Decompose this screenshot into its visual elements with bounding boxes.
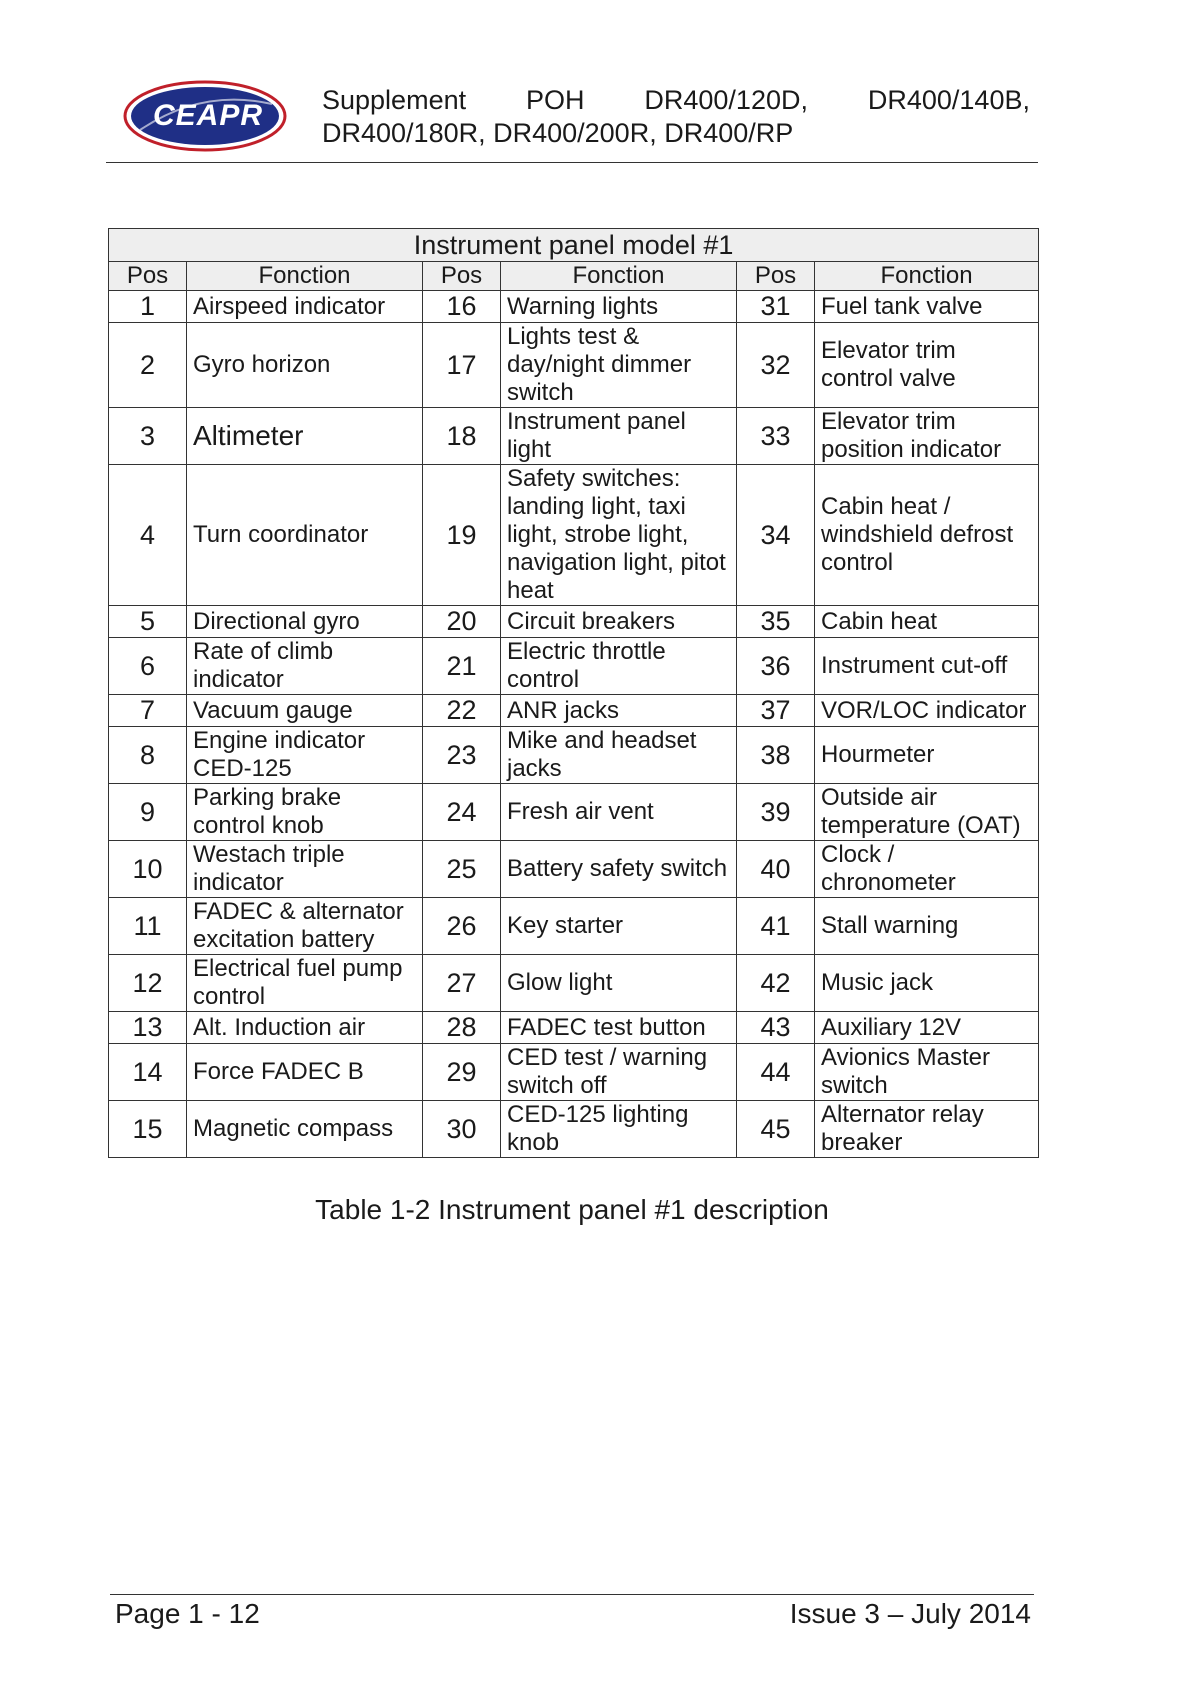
instrument-panel-table <box>108 228 1039 1158</box>
position-number-cell: 17 <box>423 323 501 408</box>
function-cell: Electric throttle control <box>501 638 737 695</box>
position-number-cell: 19 <box>423 465 501 606</box>
table-body <box>109 291 1039 1158</box>
position-number-cell: 37 <box>737 695 815 727</box>
table-row <box>109 465 1039 606</box>
logo-text: CEAPR <box>152 99 264 132</box>
function-cell: Engine indicator CED-125 <box>187 727 423 784</box>
function-cell: Alt. Induction air <box>187 1012 423 1044</box>
function-cell: Directional gyro <box>187 606 423 638</box>
function-cell: FADEC & alternator excitation battery <box>187 898 423 955</box>
position-number-cell: 22 <box>423 695 501 727</box>
position-number-cell: 33 <box>737 408 815 465</box>
function-cell: Safety switches: landing light, taxi light, strobe light, navigation light, pitot heat <box>501 465 737 606</box>
function-cell: Turn coordinator <box>187 465 423 606</box>
header-title-line1 <box>322 84 1030 117</box>
function-cell: ANR jacks <box>501 695 737 727</box>
function-cell: Lights test & day/night dimmer switch <box>501 323 737 408</box>
function-cell: Auxiliary 12V <box>815 1012 1039 1044</box>
position-number-cell: 15 <box>109 1101 187 1158</box>
table-row <box>109 898 1039 955</box>
position-number-cell: 7 <box>109 695 187 727</box>
position-number-cell: 43 <box>737 1012 815 1044</box>
function-cell: Magnetic compass <box>187 1101 423 1158</box>
page-number: Page 1 - 12 <box>115 1598 260 1629</box>
table-row <box>109 408 1039 465</box>
position-number-cell: 32 <box>737 323 815 408</box>
position-number-cell: 24 <box>423 784 501 841</box>
function-cell: Fresh air vent <box>501 784 737 841</box>
table-row <box>109 784 1039 841</box>
position-number-cell: 4 <box>109 465 187 606</box>
table-row <box>109 727 1039 784</box>
function-cell: Elevator trim control valve <box>815 323 1039 408</box>
function-cell: CED-125 lighting knob <box>501 1101 737 1158</box>
function-cell: Glow light <box>501 955 737 1012</box>
table-row <box>109 1101 1039 1158</box>
table-row <box>109 695 1039 727</box>
function-cell: Vacuum gauge <box>187 695 423 727</box>
function-cell: Cabin heat / windshield defrost control <box>815 465 1039 606</box>
position-number-cell: 13 <box>109 1012 187 1044</box>
position-number-cell: 26 <box>423 898 501 955</box>
position-number-cell: 11 <box>109 898 187 955</box>
position-number-cell: 3 <box>109 408 187 465</box>
table-row <box>109 955 1039 1012</box>
ceapr-logo <box>122 78 288 154</box>
position-number-cell: 45 <box>737 1101 815 1158</box>
function-cell: Outside air temperature (OAT) <box>815 784 1039 841</box>
header-title-line2: DR400/180R, DR400/200R, DR400/RP <box>322 118 794 148</box>
function-cell: Cabin heat <box>815 606 1039 638</box>
table-caption: Table 1-2 Instrument panel #1 description <box>315 1194 829 1225</box>
function-cell: Fuel tank valve <box>815 291 1039 323</box>
table-row <box>109 291 1039 323</box>
function-cell: Key starter <box>501 898 737 955</box>
position-number-cell: 30 <box>423 1101 501 1158</box>
position-number-cell: 38 <box>737 727 815 784</box>
position-number-cell: 21 <box>423 638 501 695</box>
function-cell: Alternator relay breaker <box>815 1101 1039 1158</box>
issue-date: Issue 3 – July 2014 <box>789 1598 1031 1629</box>
position-number-cell: 41 <box>737 898 815 955</box>
footer-divider <box>110 1594 1034 1595</box>
table-row <box>109 638 1039 695</box>
function-cell: Warning lights <box>501 291 737 323</box>
function-cell: Force FADEC B <box>187 1044 423 1101</box>
function-cell: Westach triple indicator <box>187 841 423 898</box>
position-number-cell: 12 <box>109 955 187 1012</box>
function-cell: Mike and headset jacks <box>501 727 737 784</box>
header-word: POH <box>525 85 585 115</box>
position-number-cell: 18 <box>423 408 501 465</box>
function-cell: VOR/LOC indicator <box>815 695 1039 727</box>
position-number-cell: 28 <box>423 1012 501 1044</box>
column-header-pos: Pos <box>423 262 501 291</box>
position-number-cell: 5 <box>109 606 187 638</box>
table-row <box>109 1044 1039 1101</box>
table-row <box>109 1012 1039 1044</box>
function-cell: Rate of climb indicator <box>187 638 423 695</box>
column-header-fonction: Fonction <box>187 262 423 291</box>
position-number-cell: 34 <box>737 465 815 606</box>
function-cell: Music jack <box>815 955 1039 1012</box>
position-number-cell: 16 <box>423 291 501 323</box>
header-divider <box>106 162 1038 163</box>
function-cell: Airspeed indicator <box>187 291 423 323</box>
position-number-cell: 35 <box>737 606 815 638</box>
position-number-cell: 39 <box>737 784 815 841</box>
function-cell: Instrument cut-off <box>815 638 1039 695</box>
document-header-title <box>322 84 1030 150</box>
table-row <box>109 841 1039 898</box>
table-row <box>109 606 1039 638</box>
position-number-cell: 14 <box>109 1044 187 1101</box>
function-cell: CED test / warning switch off <box>501 1044 737 1101</box>
header-word: Supplement <box>322 85 467 115</box>
position-number-cell: 1 <box>109 291 187 323</box>
position-number-cell: 6 <box>109 638 187 695</box>
header-word: DR400/120D, <box>644 85 808 115</box>
position-number-cell: 23 <box>423 727 501 784</box>
function-cell: Elevator trim position indicator <box>815 408 1039 465</box>
function-cell: Battery safety switch <box>501 841 737 898</box>
column-header-pos: Pos <box>109 262 187 291</box>
table-header-row <box>109 262 1039 291</box>
position-number-cell: 27 <box>423 955 501 1012</box>
table-row <box>109 323 1039 408</box>
function-cell: Electrical fuel pump control <box>187 955 423 1012</box>
function-cell: Instrument panel light <box>501 408 737 465</box>
function-cell: Stall warning <box>815 898 1039 955</box>
position-number-cell: 31 <box>737 291 815 323</box>
position-number-cell: 8 <box>109 727 187 784</box>
position-number-cell: 9 <box>109 784 187 841</box>
position-number-cell: 40 <box>737 841 815 898</box>
table-title: Instrument panel model #1 <box>109 229 1039 262</box>
column-header-fonction: Fonction <box>501 262 737 291</box>
function-cell: Clock / chronometer <box>815 841 1039 898</box>
function-cell: Avionics Master switch <box>815 1044 1039 1101</box>
function-cell: Altimeter <box>187 408 423 465</box>
position-number-cell: 2 <box>109 323 187 408</box>
function-cell: Hourmeter <box>815 727 1039 784</box>
function-cell: Parking brake control knob <box>187 784 423 841</box>
position-number-cell: 25 <box>423 841 501 898</box>
column-header-pos: Pos <box>737 262 815 291</box>
position-number-cell: 36 <box>737 638 815 695</box>
function-cell: FADEC test button <box>501 1012 737 1044</box>
header-word: DR400/140B, <box>867 85 1030 115</box>
position-number-cell: 44 <box>737 1044 815 1101</box>
function-cell: Gyro horizon <box>187 323 423 408</box>
function-cell: Circuit breakers <box>501 606 737 638</box>
position-number-cell: 20 <box>423 606 501 638</box>
column-header-fonction: Fonction <box>815 262 1039 291</box>
position-number-cell: 42 <box>737 955 815 1012</box>
position-number-cell: 10 <box>109 841 187 898</box>
position-number-cell: 29 <box>423 1044 501 1101</box>
